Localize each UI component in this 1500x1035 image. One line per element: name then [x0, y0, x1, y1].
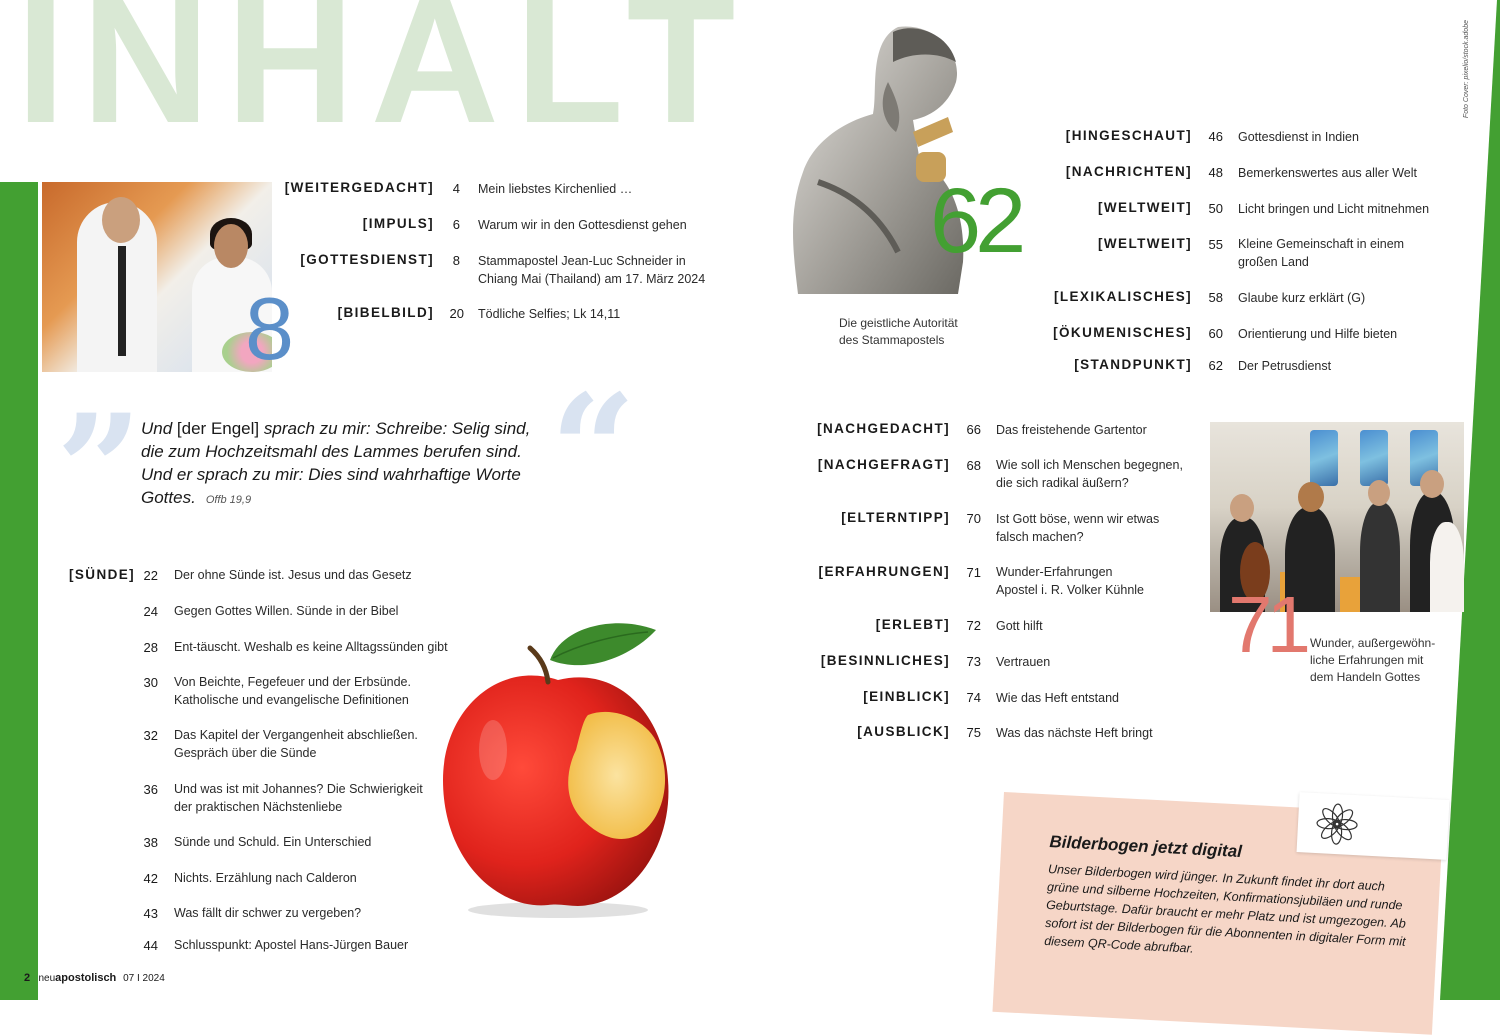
page-footer [24, 972, 165, 984]
toc-category: [BIBELBILD] [337, 305, 434, 320]
quote-source: Offb 19,9 [205, 494, 252, 506]
toc-category: [NACHRICHTEN] [1065, 164, 1192, 179]
toc-page[interactable]: 28 [143, 640, 158, 655]
toc-page[interactable]: 38 [143, 835, 158, 850]
toc-desc[interactable]: Gegen Gottes Willen. Sünde in der Bibel [174, 604, 399, 618]
toc-category: [WELTWEIT] [1098, 200, 1192, 215]
info-box [1044, 832, 1420, 969]
toc-desc-line2[interactable]: falsch machen? [996, 530, 1084, 544]
toc-desc[interactable]: Mein liebstes Kirchenlied … [478, 182, 633, 196]
toc-category: [STANDPUNKT] [1074, 357, 1192, 372]
toc-page[interactable]: 50 [1208, 201, 1223, 216]
toc-category: [GOTTESDIENST] [300, 252, 434, 267]
toc-category: [WEITERGEDACHT] [284, 180, 434, 195]
caption-line: liche Erfahrungen mit [1310, 653, 1424, 667]
toc-desc[interactable]: Warum wir in den Gottesdienst gehen [478, 218, 687, 232]
musician-head [1298, 482, 1324, 512]
toc-desc-line2[interactable]: großen Land [1238, 255, 1309, 269]
musician-head [1420, 470, 1444, 498]
photo-credit: Foto Cover: pixelio/stock.adobe [1463, 20, 1470, 119]
toc-category: [EINBLICK] [863, 689, 950, 704]
toc-category: [LEXIKALISCHES] [1053, 289, 1192, 304]
toc-desc[interactable]: Bemerkenswertes aus aller Welt [1238, 166, 1418, 180]
page-number-overlay-71: 71 [1228, 580, 1305, 669]
toc-page[interactable]: 44 [143, 938, 158, 953]
toc-category: [AUSBLICK] [857, 724, 950, 739]
toc-desc[interactable]: Schlusspunkt: Apostel Hans-Jürgen Bauer [174, 938, 409, 952]
toc-page[interactable]: 75 [966, 725, 981, 740]
toc-category: [NACHGEDACHT] [817, 421, 950, 436]
quote-bracket: [der Engel] [176, 419, 260, 438]
toc-desc[interactable]: Ist Gott böse, wenn wir etwas [996, 512, 1160, 526]
toc-page[interactable]: 24 [143, 604, 158, 619]
caption-line: Die geistliche Autorität [839, 316, 958, 330]
toc-page[interactable]: 30 [143, 675, 158, 690]
toc-desc-line2[interactable]: der praktischen Nächstenliebe [174, 800, 343, 814]
toc-desc[interactable]: Das freistehende Gartentor [996, 423, 1147, 437]
toc-page[interactable]: 72 [966, 618, 981, 633]
quote-open-mark: ” [56, 382, 143, 558]
toc-page[interactable]: 42 [143, 871, 158, 886]
toc-desc[interactable]: Was fällt dir schwer zu vergeben? [174, 906, 362, 920]
toc-category: [WELTWEIT] [1098, 236, 1192, 251]
toc-page[interactable]: 48 [1208, 165, 1223, 180]
toc-page[interactable]: 8 [452, 253, 460, 268]
caption-line: dem Handeln Gottes [1310, 670, 1421, 684]
footer-brand-a: neu [38, 973, 56, 984]
toc-category: [IMPULS] [362, 216, 434, 231]
flower-icon [1311, 799, 1363, 850]
musician [1360, 502, 1400, 612]
toc-desc[interactable]: Kleine Gemeinschaft in einem [1238, 237, 1405, 251]
statue-caption [839, 315, 958, 349]
toc-page[interactable]: 20 [449, 306, 464, 321]
toc-desc[interactable]: Tödliche Selfies; Lk 14,11 [478, 307, 621, 321]
toc-desc[interactable]: Orientierung und Hilfe bieten [1238, 327, 1398, 341]
caption-line: Wunder, außergewöhn- [1310, 636, 1436, 650]
toc-page[interactable]: 46 [1208, 129, 1223, 144]
musician-head [1368, 480, 1390, 506]
toc-desc[interactable]: Vertrauen [996, 655, 1051, 669]
toc-category-suende: [SÜNDE] [69, 567, 136, 582]
toc-desc-line2[interactable]: Gespräch über die Sünde [174, 746, 317, 760]
toc-desc[interactable]: Was das nächste Heft bringt [996, 726, 1153, 740]
toc-desc[interactable]: Das Kapitel der Vergangenheit abschließen. [174, 728, 418, 742]
toc-page[interactable]: 22 [143, 568, 158, 583]
orchestra-caption [1310, 635, 1435, 686]
tie [118, 246, 126, 356]
page-number-overlay-8: 8 [245, 279, 288, 378]
toc-page[interactable]: 4 [452, 181, 460, 196]
left-green-bar [0, 182, 38, 1000]
toc-page[interactable]: 70 [966, 511, 981, 526]
footer-page-number: 2 [24, 972, 31, 984]
toc-page[interactable]: 74 [966, 690, 981, 705]
musician [1430, 522, 1464, 612]
quote-close-mark: “ [550, 362, 637, 538]
toc-page[interactable]: 71 [966, 565, 981, 580]
toc-desc[interactable]: Und was ist mit Johannes? Die Schwierigkeit [174, 782, 423, 796]
toc-page[interactable]: 62 [1208, 358, 1223, 373]
toc-page[interactable]: 55 [1208, 237, 1223, 252]
toc-desc[interactable]: Licht bringen und Licht mitnehmen [1238, 202, 1430, 216]
toc-desc[interactable]: Stammapostel Jean-Luc Schneider in [478, 254, 686, 268]
toc-desc[interactable]: Der Petrusdienst [1238, 359, 1332, 373]
toc-page[interactable]: 32 [143, 728, 158, 743]
toc-page[interactable]: 60 [1208, 326, 1223, 341]
bible-quote [141, 417, 531, 512]
toc-desc-line2[interactable]: Chiang Mai (Thailand) am 17. März 2024 [478, 272, 706, 286]
toc-category: [ELTERNTIPP] [841, 510, 950, 525]
toc-desc-line2[interactable]: Katholische und evangelische Definitionen [174, 693, 409, 707]
toc-category: [ERLEBT] [875, 617, 950, 632]
toc-category: [HINGESCHAUT] [1065, 128, 1192, 143]
toc-category: [ERFAHRUNGEN] [818, 564, 950, 579]
apostle-head [102, 197, 140, 243]
toc-desc-line2[interactable]: die sich radikal äußern? [996, 476, 1129, 490]
toc-desc[interactable]: Der ohne Sünde ist. Jesus und das Gesetz [174, 568, 412, 582]
toc-category: [NACHGEFRAGT] [817, 457, 950, 472]
stained-glass-window [1310, 430, 1338, 486]
stained-glass-window [1360, 430, 1388, 486]
toc-page[interactable]: 36 [143, 782, 158, 797]
toc-desc[interactable]: Gott hilft [996, 619, 1043, 633]
toc-page[interactable]: 66 [966, 422, 981, 437]
toc-desc[interactable]: Glaube kurz erklärt (G) [1238, 291, 1366, 305]
toc-desc[interactable]: Von Beichte, Fegefeuer und der Erbsünde. [174, 675, 411, 689]
toc-desc[interactable]: Nichts. Erzählung nach Calderon [174, 871, 357, 885]
toc-desc[interactable]: Ent-täuscht. Weshalb es keine Alltagssünden gibt [174, 640, 448, 654]
toc-desc[interactable]: Wie das Heft entstand [996, 691, 1119, 705]
toc-page[interactable]: 6 [452, 217, 460, 232]
footer-brand-b: apostolisch [55, 972, 117, 984]
caption-line: des Stammapostels [839, 333, 945, 347]
photo-service[interactable] [42, 182, 272, 372]
toc-page[interactable]: 68 [966, 458, 981, 473]
toc-category: [BESINNLICHES] [820, 653, 950, 668]
toc-page[interactable]: 43 [143, 906, 158, 921]
toc-desc[interactable]: Wie soll ich Menschen begegnen, [996, 458, 1183, 472]
page-number-overlay-62: 62 [930, 170, 1021, 272]
musician-head [1230, 494, 1254, 522]
toc-page[interactable]: 73 [966, 654, 981, 669]
quote-pre: Und [141, 419, 177, 438]
bitten-apple-image [438, 620, 678, 920]
woman-head [214, 224, 248, 268]
toc-desc[interactable]: Sünde und Schuld. Ein Unterschied [174, 835, 372, 849]
page-title: INHALT [16, 0, 752, 160]
toc-desc-line2[interactable]: Apostel i. R. Volker Kühnle [996, 583, 1144, 597]
info-box-body: Unser Bilderbogen wird jünger. In Zukunft findet ihr dort auch grüne und silberne Hochzeiten, Konfirmationsjubiläen und runde Geburtstage. Dafür braucht er mehr Platz und ist umgezogen. Ab sofort ist der Bilderbogen für die Abonnenten in digitaler Form mit diesem QR-Code abrufbar. [1043, 861, 1407, 956]
footer-issue: 07 I 2024 [123, 973, 165, 984]
toc-page[interactable]: 58 [1208, 290, 1223, 305]
info-box-title: Bilderbogen jetzt digital [1049, 832, 1243, 862]
toc-category: [ÖKUMENISCHES] [1053, 325, 1192, 340]
quote-body: sprach zu mir: Schreibe: Selig sind, die zum Hochzeitsmahl des Lammes berufen sind. Und er sprach zu mir: Dies sind wahrhaftige Worte Gottes. [141, 419, 531, 507]
toc-desc[interactable]: Gottesdienst in Indien [1238, 130, 1359, 144]
toc-desc[interactable]: Wunder-Erfahrungen [996, 565, 1113, 579]
